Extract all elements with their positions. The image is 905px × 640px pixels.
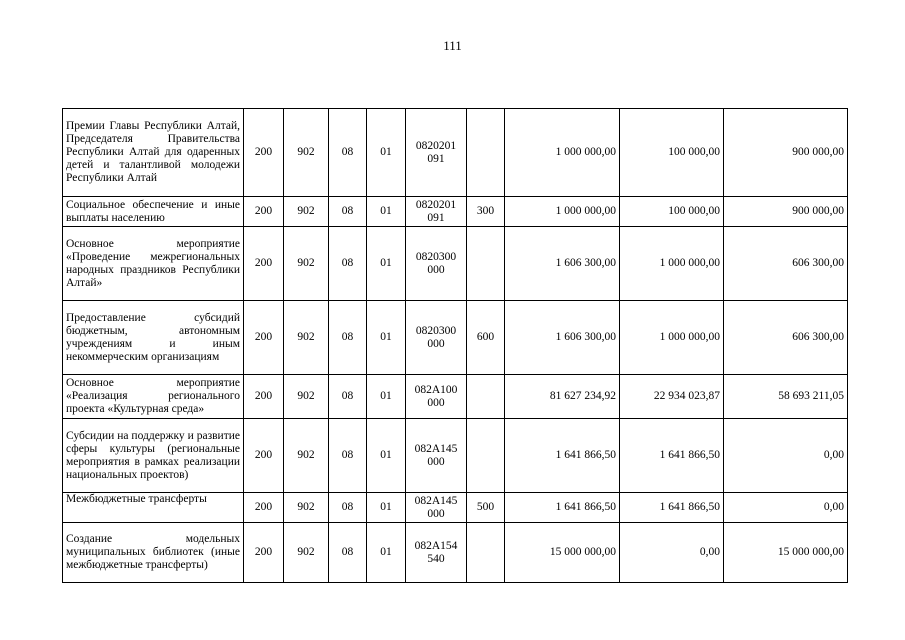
cell-csr: [406, 419, 467, 493]
cell-sum-2: 1 641 866,50: [620, 493, 724, 523]
cell-pr: 01: [367, 109, 406, 197]
csr-line-2: 091: [427, 152, 445, 165]
table-body: [63, 109, 848, 583]
csr-line-1: 082A100: [414, 383, 458, 396]
cell-sum-1: 1 000 000,00: [505, 109, 620, 197]
cell-sum-1: 81 627 234,92: [505, 375, 620, 419]
cell-pr: 01: [367, 419, 406, 493]
cell-sum-3: 0,00: [724, 493, 848, 523]
csr-line-1: 0820300: [415, 250, 457, 263]
cell-gr: 902: [284, 197, 329, 227]
cell-vr: [467, 227, 505, 301]
cell-gr: 902: [284, 227, 329, 301]
table-row: [63, 375, 848, 419]
cell-rz: 08: [329, 109, 367, 197]
table-row: [63, 227, 848, 301]
cell-sum-1: 1 641 866,50: [505, 419, 620, 493]
cell-rz: 08: [329, 419, 367, 493]
row-name: Субсидии на поддержку и развитие сферы культуры (региональные мероприятия в рамках реализации национальных проектов): [63, 419, 244, 493]
cell-pr: 01: [367, 493, 406, 523]
cell-sum-2: 100 000,00: [620, 109, 724, 197]
cell-csr: [406, 109, 467, 197]
cell-rz: 08: [329, 301, 367, 375]
csr-line-2: 000: [427, 396, 445, 409]
cell-ved: 200: [244, 197, 284, 227]
cell-ved: 200: [244, 375, 284, 419]
cell-sum-1: 1 606 300,00: [505, 227, 620, 301]
cell-gr: 902: [284, 301, 329, 375]
cell-sum-3: 58 693 211,05: [724, 375, 848, 419]
cell-rz: 08: [329, 493, 367, 523]
table-row: [63, 493, 848, 523]
page-number: 111: [443, 38, 462, 53]
csr-line-1: 082A154: [414, 539, 458, 552]
cell-sum-1: 1 000 000,00: [505, 197, 620, 227]
cell-rz: 08: [329, 375, 367, 419]
cell-rz: 08: [329, 227, 367, 301]
csr-line-1: 082A145: [414, 494, 458, 507]
cell-gr: 902: [284, 493, 329, 523]
csr-line-2: 000: [427, 337, 445, 350]
cell-sum-3: 900 000,00: [724, 197, 848, 227]
cell-sum-2: 100 000,00: [620, 197, 724, 227]
cell-ved: 200: [244, 493, 284, 523]
cell-csr: [406, 523, 467, 583]
csr-line-2: 091: [427, 211, 445, 224]
cell-sum-3: 0,00: [724, 419, 848, 493]
row-name: Межбюджетные трансферты: [63, 493, 244, 523]
cell-ved: 200: [244, 109, 284, 197]
csr-line-1: 0820201: [415, 139, 457, 152]
csr-line-1: 0820300: [415, 324, 457, 337]
cell-ved: 200: [244, 523, 284, 583]
csr-line-1: 082A145: [414, 442, 458, 455]
cell-csr: [406, 197, 467, 227]
table-row: [63, 301, 848, 375]
cell-rz: 08: [329, 197, 367, 227]
cell-vr: 600: [467, 301, 505, 375]
cell-gr: 902: [284, 523, 329, 583]
cell-sum-1: 1 641 866,50: [505, 493, 620, 523]
cell-vr: [467, 523, 505, 583]
csr-line-1: 0820201: [415, 198, 457, 211]
cell-sum-2: 1 000 000,00: [620, 301, 724, 375]
table-row: [63, 523, 848, 583]
row-name: Создание модельных муниципальных библиотек (иные межбюджетные трансферты): [63, 523, 244, 583]
cell-sum-2: 22 934 023,87: [620, 375, 724, 419]
cell-vr: 500: [467, 493, 505, 523]
cell-sum-1: 1 606 300,00: [505, 301, 620, 375]
budget-table: [62, 108, 848, 583]
table-row: [63, 197, 848, 227]
cell-csr: [406, 375, 467, 419]
cell-sum-2: 0,00: [620, 523, 724, 583]
cell-gr: 902: [284, 375, 329, 419]
cell-ved: 200: [244, 301, 284, 375]
cell-vr: [467, 375, 505, 419]
cell-pr: 01: [367, 523, 406, 583]
cell-csr: [406, 301, 467, 375]
row-name: Предоставление субсидий бюджетным, автономным учреждениям и иным некоммерческим организациям: [63, 301, 244, 375]
cell-sum-3: 15 000 000,00: [724, 523, 848, 583]
cell-rz: 08: [329, 523, 367, 583]
cell-sum-2: 1 641 866,50: [620, 419, 724, 493]
row-name: Социальное обеспечение и иные выплаты населению: [63, 197, 244, 227]
cell-vr: [467, 419, 505, 493]
row-name: Основное мероприятие «Реализация регионального проекта «Культурная среда»: [63, 375, 244, 419]
cell-sum-2: 1 000 000,00: [620, 227, 724, 301]
cell-ved: 200: [244, 419, 284, 493]
table-row: [63, 419, 848, 493]
cell-pr: 01: [367, 227, 406, 301]
cell-vr: 300: [467, 197, 505, 227]
cell-ved: 200: [244, 227, 284, 301]
cell-sum-3: 900 000,00: [724, 109, 848, 197]
cell-sum-1: 15 000 000,00: [505, 523, 620, 583]
cell-sum-3: 606 300,00: [724, 227, 848, 301]
cell-gr: 902: [284, 419, 329, 493]
row-name: Основное мероприятие «Проведение межрегиональных народных праздников Республики Алтай»: [63, 227, 244, 301]
csr-line-2: 000: [427, 507, 445, 520]
cell-vr: [467, 109, 505, 197]
cell-csr: [406, 493, 467, 523]
cell-pr: 01: [367, 375, 406, 419]
table-row: [63, 109, 848, 197]
cell-pr: 01: [367, 197, 406, 227]
csr-line-2: 000: [427, 263, 445, 276]
csr-line-2: 000: [427, 455, 445, 468]
csr-line-2: 540: [427, 552, 445, 565]
cell-gr: 902: [284, 109, 329, 197]
cell-pr: 01: [367, 301, 406, 375]
cell-csr: [406, 227, 467, 301]
cell-sum-3: 606 300,00: [724, 301, 848, 375]
row-name: Премии Главы Республики Алтай, Председателя Правительства Республики Алтай для одаренных детей и талантливой молодежи Республики Алтай: [63, 109, 244, 197]
